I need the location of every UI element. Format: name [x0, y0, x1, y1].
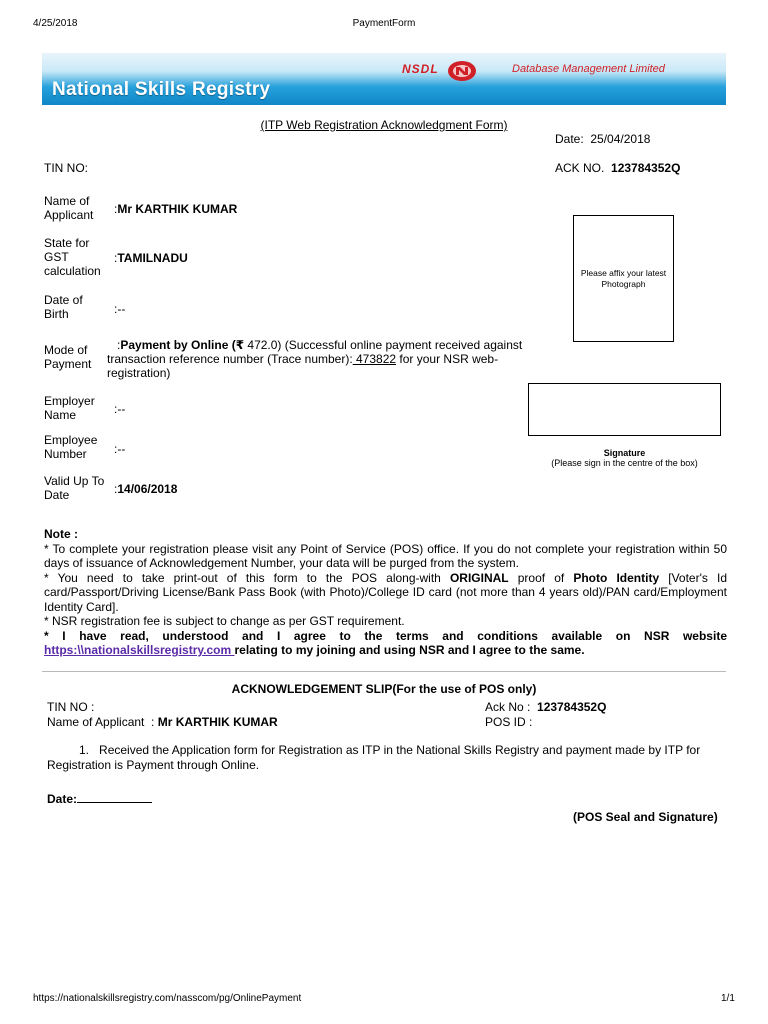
- payment-mode-label: Mode of Payment: [44, 343, 92, 371]
- tin-label: TIN NO:: [44, 161, 88, 175]
- note-line-4: * I have read, understood and I agree to the terms and conditions available on NSR website https:\\nationalskillsregistry.com relating to my joining and using NSR and I agree to the same.: [44, 628, 727, 657]
- valid-date-value: :14/06/2018: [114, 482, 178, 496]
- print-url: https://nationalskillsregistry.com/nasscom/pg/OnlinePayment: [33, 993, 302, 1004]
- slip-title: ACKNOWLEDGEMENT SLIP(For the use of POS only): [231, 682, 537, 696]
- print-title: PaymentForm: [352, 18, 416, 29]
- employee-number-value: :--: [114, 442, 126, 456]
- company-name: Database Management Limited: [512, 63, 665, 75]
- nsdl-logo-text: NSDL: [402, 62, 439, 76]
- nsr-website-link[interactable]: https:\\nationalskillsregistry.com: [44, 643, 235, 657]
- name-label: Name of Applicant: [44, 194, 94, 222]
- form-date: Date: 25/04/2018: [555, 132, 651, 146]
- ack-number: ACK NO. 123784352Q: [555, 161, 681, 175]
- signature-note: (Please sign in the centre of the box): [551, 458, 698, 468]
- state-label: State for GST calculation: [44, 236, 101, 278]
- slip-pos-id-label: POS ID :: [485, 715, 533, 729]
- slip-statement: 1. Received the Application form for Registration as ITP in the National Skills Registry and payment made by ITP for Registration is Payment through Online.: [47, 743, 701, 772]
- note-heading: Note :: [44, 527, 78, 541]
- slip-date-field: Date:: [47, 792, 152, 806]
- payment-mode-value: :Payment by Online (₹ 472.0) (Successful online payment received against transaction reference number (Trace number): 473822 for your NSR web-registration): [107, 338, 523, 380]
- print-date: 4/25/2018: [33, 18, 78, 29]
- nsdl-logo-icon: [447, 60, 477, 82]
- photo-instruction: Please affix your latest Photograph: [580, 268, 667, 289]
- pos-seal-label: (POS Seal and Signature): [573, 810, 718, 824]
- signature-box: [528, 383, 721, 436]
- state-value: :TAMILNADU: [114, 251, 188, 265]
- banner-title: National Skills Registry: [52, 79, 271, 100]
- dob-value: :--: [114, 302, 126, 316]
- employee-number-label: Employee Number: [44, 433, 98, 461]
- slip-applicant-name: Name of Applicant : Mr KARTHIK KUMAR: [47, 715, 278, 729]
- note-line-1: * To complete your registration please visit any Point of Service (POS) office. If you do not complete your registration within 50 days of issuance of Acknowledgement Number, your data will be purged from the system.: [44, 541, 727, 570]
- print-page-number: 1/1: [721, 993, 735, 1004]
- note-line-2: * You need to take print-out of this form to the POS along-with ORIGINAL proof of Photo Identity [Voter's Id card/Passport/Driving License/Bank Pass Book (with Photo)/College ID card (not more than 4 years old)/PAN card/Employment Identity Card].: [44, 570, 727, 614]
- trace-number: 473822: [352, 352, 397, 366]
- valid-date-label: Valid Up To Date: [44, 474, 105, 502]
- note-line-3: * NSR registration fee is subject to change as per GST requirement.: [44, 614, 405, 628]
- dob-label: Date of Birth: [44, 293, 83, 321]
- slip-ack-number: Ack No : 123784352Q: [485, 700, 607, 714]
- date-blank-line: [77, 792, 152, 803]
- slip-tin-label: TIN NO :: [47, 700, 95, 714]
- form-title: (ITP Web Registration Acknowledgment Form): [260, 118, 508, 132]
- signature-label: Signature: [603, 448, 646, 458]
- employer-value: :--: [114, 402, 126, 416]
- name-value: :Mr KARTHIK KUMAR: [114, 202, 238, 216]
- note-section: [44, 527, 727, 658]
- section-divider: [42, 671, 726, 672]
- employer-label: Employer Name: [44, 394, 95, 422]
